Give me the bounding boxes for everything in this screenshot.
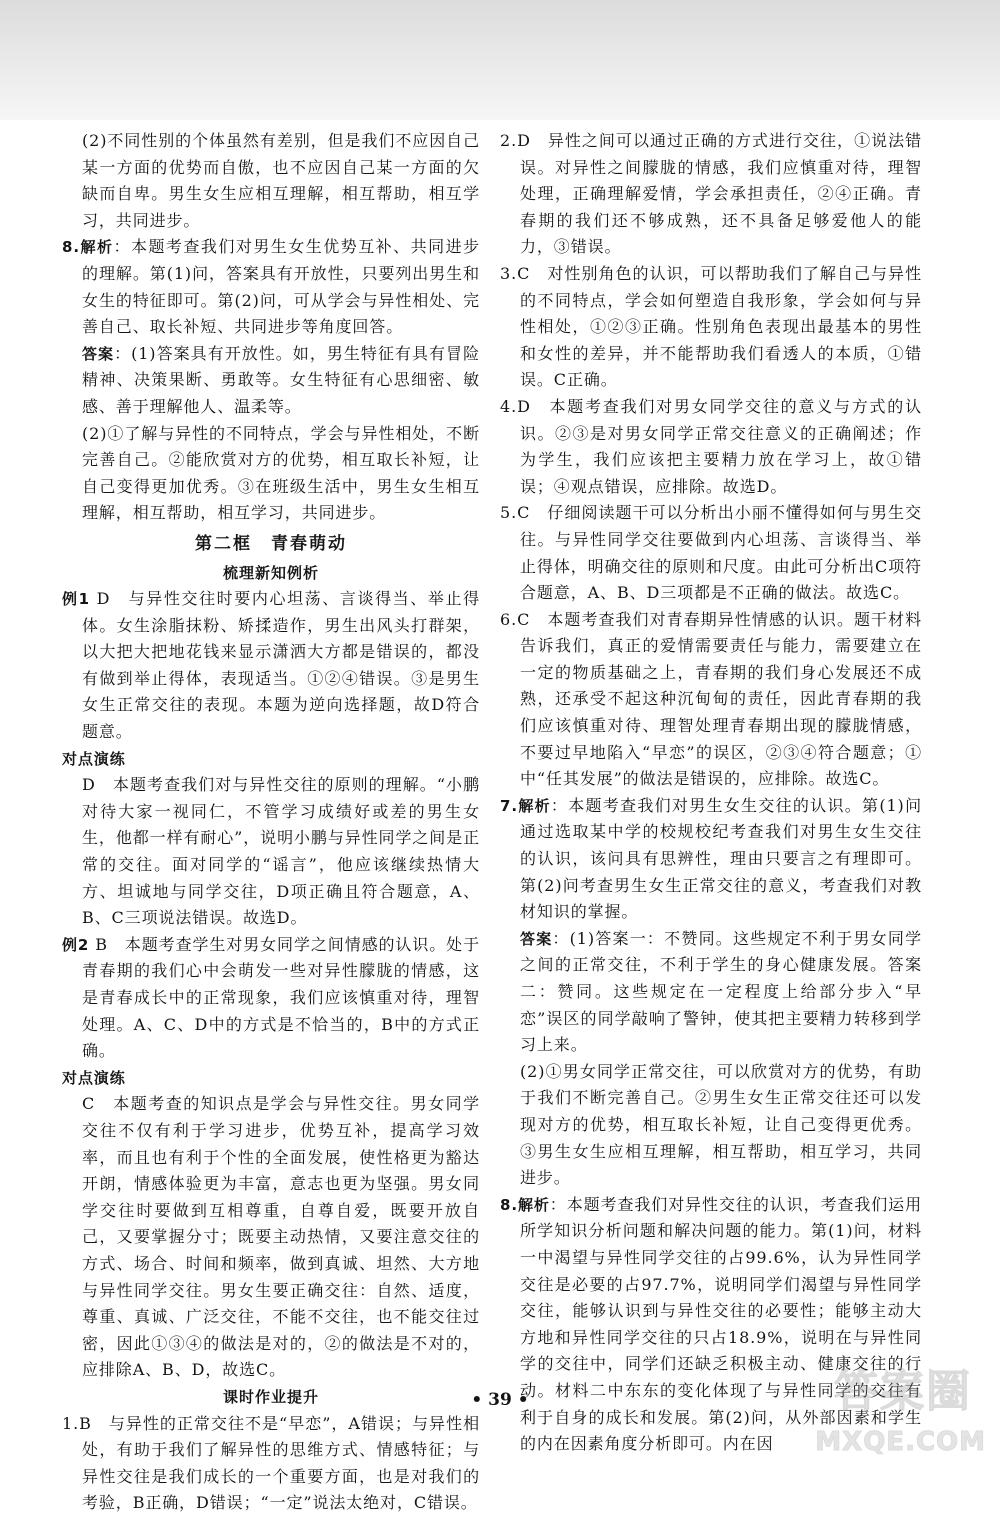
answer-paragraph: [62, 1065, 480, 1092]
answer-paragraph: [62, 746, 480, 773]
answer-paragraph: [62, 421, 480, 527]
item-label: 对点演练: [62, 749, 126, 768]
watermark-logo: [780, 1351, 990, 1461]
paragraph-text: 2.D 异性之间可以通过正确的方式进行交往，①说法错误。对异性之间朦胧的情感，我们应慎重对待，理智处理，正确理解爱情，学会承担责任，②④正确。青春期的我们还不够成熟，还不具备足够爱他人的能力，③错误。: [500, 131, 922, 257]
paragraph-text: 3.C 对性别角色的认识，可以帮助我们了解自己与异性的不同特点，学会如何塑造自我形象，学会如何与异性相处，①②③正确。性别角色表现出最基本的男性和女性的差异，并不能帮助我们看透人的本质，①错误。C正确。: [500, 263, 922, 390]
paragraph-text: B 本题考查学生对男女同学之间情感的认识。处于青春期的我们心中会萌发一些对异性朦胧的情感，这是青春成长中的正常现象，我们应该慎重对待，理智处理。A、C、D中的方式是不恰当的，B中的方式正确。: [82, 934, 480, 1061]
paragraph-text: 1.B 与异性的正常交往不是“早恋”，A错误；与异性相处，有助于我们了解异性的思维方式、情感特征；与异性交往是我们成长的一个重要方面，也是对我们的考验，B正确，D错误；“一定”说法太绝对，C错误。: [62, 1413, 480, 1513]
answer-paragraph: [62, 932, 480, 1065]
answer-paragraph: [500, 128, 922, 261]
paragraph-text: 5.C 仔细阅读题干可以分析出小丽不懂得如何与男生交往。与异性同学交往要做到内心坦荡、言谈得当、举止得体，明确交往的原则和尺度。由此可分析出C项符合题意，A、B、D三项都是不正确的做法。故选C。: [500, 503, 922, 603]
right-column: [500, 128, 922, 1458]
paragraph-text: 6.C 本题考查我们对青春期异性情感的认识。题干材料告诉我们，真正的爱情需要责任与能力，需要建立在一定的物质基础之上，青春期的我们身心发展还不成熟，还承受不起这种沉甸甸的责任，因此青春期的我们应该慎重对待、理智处理青春期出现的朦胧情感，不要过早地陷入“早恋”的误区，②③④符合题意；①中“任其发展”的做法是错误的，应排除。故选C。: [500, 609, 922, 789]
answer-paragraph: [500, 500, 922, 606]
paragraph-text: C 本题考查的知识点是学会与异性交往。男女同学交往不仅有利于学习进步，优势互补，提高学习效率，而且也有利于个性的全面发展，使性格更为豁达开朗，情感体验更为丰富，意志也更为坚强。男女同学交往时要做到互相尊重，自尊自爱，既要开放自己，又要掌握分寸；既要主动热情，又要注意交往的方式、场合、时间和频率，做到真诚、坦然、大方地与异性同学交往。男女生要正确交往：自然、适度，尊重、真诚、广泛交往，不能不交往，也不能交往过密，因此①③④的做法是对的，②的做法是不对的，应排除A、B、D，故选C。: [82, 1094, 480, 1380]
paragraph-text: D 与异性交往时要内心坦荡、言谈得当、举止得体。女生涂脂抹粉、矫揉造作，男生出风头打群架，以大把大把地花钱来显示潇洒大方都是错误的，都没有做到举止得体，表现适当。①②④错误。③是男生女生正常交往的表现。本题为逆向选择题，故D符合题意。: [82, 589, 480, 742]
paragraph-text: ：本题考查我们对男生女生交往的认识。第(1)问通过选取某中学的校规校纪考查我们对男生女生交往的认识，该问具有思辨性，理由只要言之有理即可。第(2)问考查男生女生正常交往的意义，考查我们对教材知识的掌握。: [520, 795, 922, 922]
answer-paragraph: [500, 261, 922, 394]
paragraph-text: ：本题考查我们对男生女生优势互补、共同进步的理解。第(1)问，答案具有开放性，只要列出男生和女生的特征即可。第(2)问，可从学会与异性相处、完善自己、取长补短、共同进步等角度回答。: [82, 237, 480, 337]
answer-paragraph: [62, 234, 480, 340]
paragraph-text: ：本题考查我们对异性交往的认识，考查我们运用所学知识分析问题和解决问题的能力。第(1)问，材料一中渴望与异性同学交往的占99.6%，认为异性同学交往是必要的占97.7%，说明同学们渴望与异性同学交往，能够认识到与异性交往的必要性；能够主动大方地和异性同学交往的只占18.9%，说明在与异性同学的交往中，同学们还缺乏积极主动、健康交往的行动。材料二中东东的变化体现了与异性同学的交往有利于自身的成长和发展。第(2)问，从外部因素和学生的内在因素角度分析即可。内在因: [520, 1194, 922, 1454]
item-label: 8.解析: [500, 1195, 550, 1214]
paragraph-text: ：(1)答案具有开放性。如，男生特征有具有冒险精神、决策果断、勇敢等。女生特征有心思细密、敏感、善于理解他人、温柔等。: [82, 343, 480, 416]
item-label: 例1: [62, 590, 90, 609]
paragraph-text: ：(1)答案一：不赞同。这些规定不利于男女同学之间的正常交往，不利于学生的身心健康发展。答案二：赞同。这些规定在一定程度上给部分步入“早恋”误区的同学敲响了警钟，使其把主要精力转移到学习上来。: [520, 928, 922, 1055]
paragraph-text: D 本题考查我们对与异性交往的原则的理解。“小鹏对待大家一视同仁，不管学习成绩好或差的男生女生，他都一样有耐心”，说明小鹏与异性同学之间是正常的交往。面对同学的“谣言”，他应该继续热情大方、坦诚地与同学交往，D项正确且符合题意，A、B、C三项说法错误。故选D。: [82, 775, 480, 928]
item-label: 8.解析: [62, 238, 114, 257]
item-label: 对点演练: [62, 1068, 126, 1087]
scan-top-shadow: [0, 0, 1000, 120]
answer-paragraph: [62, 128, 480, 234]
paragraph-text: 第二框 青春萌动: [195, 533, 347, 554]
answer-paragraph: [62, 1091, 480, 1384]
answer-paragraph: [62, 1411, 480, 1517]
paragraph-text: 课时作业提升: [222, 1387, 319, 1406]
paragraph-text: 梳理新知例析: [222, 563, 319, 582]
answer-paragraph: [500, 607, 922, 793]
answer-paragraph: [62, 772, 480, 932]
watermark-url: MXQE.COM: [815, 1427, 986, 1457]
section-title: [62, 531, 480, 558]
answer-paragraph: [500, 926, 922, 1059]
item-label: 答案: [520, 929, 553, 948]
item-label: 答案: [82, 344, 115, 363]
page-number: • 39 •: [471, 1390, 529, 1410]
watermark-main: 答案圈: [834, 1366, 972, 1417]
paragraph-text: (2)①了解与异性的不同特点，学会与异性相处，不断完善自己。②能欣赏对方的优势，相互取长补短，让自己变得更加优秀。③在班级生活中，男生女生相互理解，相互帮助，相互学习，共同进步。: [82, 423, 480, 523]
subsection-title: [62, 560, 480, 587]
left-column: [62, 128, 480, 1517]
item-label: 例2: [62, 935, 90, 954]
answer-paragraph: [62, 586, 480, 746]
paragraph-text: 4.D 本题考查我们对男女同学交往的意义与方式的认识。②③是对男女同学正常交往意义的正确阐述；作为学生，我们应该把主要精力放在学习上，故①错误；④观点错误，应排除。故选D。: [500, 396, 922, 496]
paragraph-text: (2)不同性别的个体虽然有差别，但是我们不应因自己某一方面的优势而自傲，也不应因自己某一方面的欠缺而自卑。男生女生应相互理解，相互帮助，相互学习，共同进步。: [82, 131, 480, 230]
item-label: 7.解析: [500, 796, 551, 815]
answer-paragraph: [62, 341, 480, 421]
answer-paragraph: [500, 793, 922, 926]
paragraph-text: (2)①男女同学正常交往，可以欣赏对方的优势，有助于我们不断完善自己。②男生女生正常交往还可以发现对方的优势，相互取长补短，让自己变得更优秀。③男生女生应相互理解，相互帮助，相互学习，共同进步。: [520, 1061, 922, 1188]
answer-paragraph: [500, 394, 922, 500]
answer-paragraph: [500, 1059, 922, 1192]
answer-page: [0, 128, 1000, 1513]
